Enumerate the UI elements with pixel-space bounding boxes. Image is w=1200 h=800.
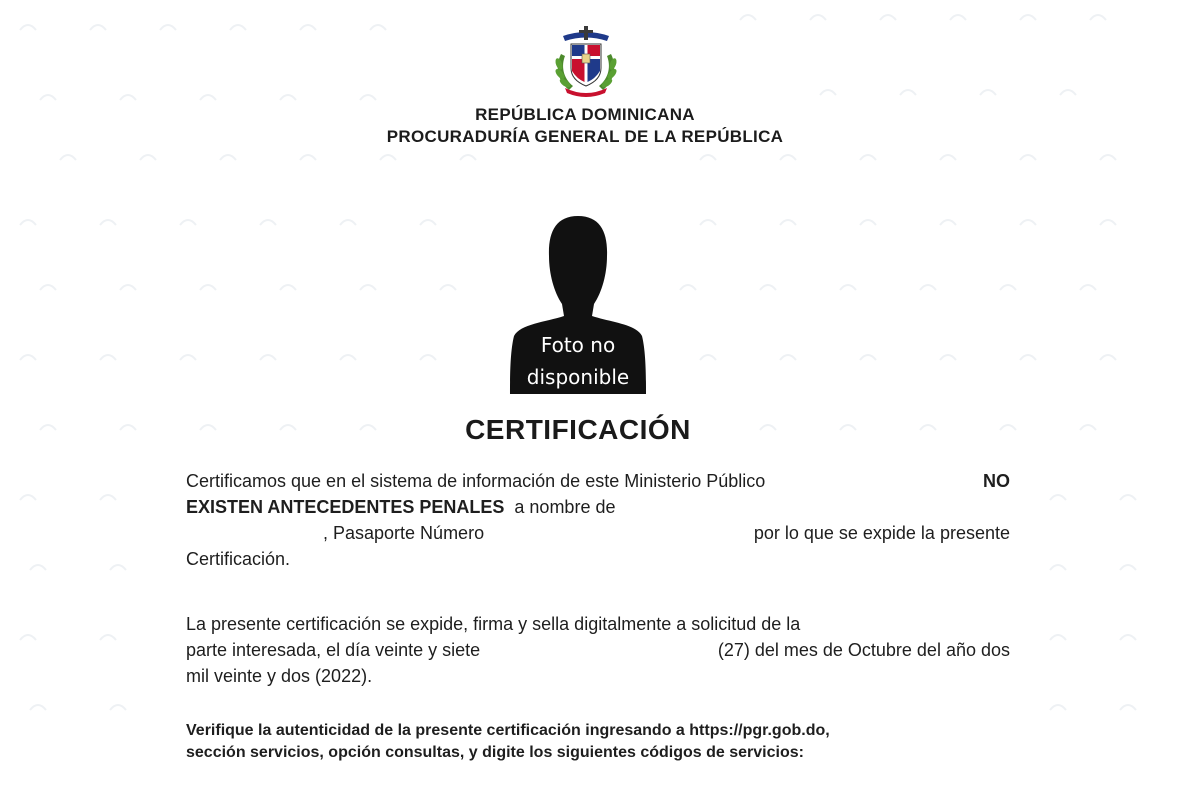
paragraph-text: Certificamos que en el sistema de información de este Ministerio Público	[186, 471, 766, 491]
photo-caption-line2: disponible	[526, 365, 630, 389]
header-institution: PROCURADURÍA GENERAL DE LA REPÚBLICA	[386, 127, 784, 146]
paragraph-line: La presente certificación se expide, firma y sella digitalmente a solicitud de la	[186, 614, 801, 634]
emphasis-text: NO	[983, 471, 1010, 491]
coat-of-arms-icon	[551, 24, 621, 98]
emphasis-text: EXISTEN ANTECEDENTES PENALES	[186, 497, 505, 517]
issuance-paragraph	[186, 611, 1010, 689]
verification-instructions	[186, 720, 1016, 764]
paragraph-line: Certificación.	[186, 549, 291, 569]
header-country: REPÚBLICA DOMINICANA	[475, 105, 695, 124]
document-title: CERTIFICACIÓN	[465, 414, 691, 445]
verification-line: sección servicios, opción consultas, y digite los siguientes códigos de servicios:	[186, 744, 804, 761]
photo-caption-line1: Foto no	[540, 333, 616, 357]
paragraph-line	[186, 494, 1010, 520]
paragraph-line: mil veinte y dos (2022).	[186, 666, 373, 686]
paragraph-text: , Pasaporte Número	[323, 523, 485, 543]
verification-line: Verifique la autenticidad de la presente certificación ingresando a https://pgr.gob.do,	[186, 722, 830, 739]
paragraph-line	[186, 520, 1010, 546]
paragraph-text: a nombre de	[514, 497, 616, 517]
paragraph-line: parte interesada, el día veinte y siete (27) del mes de Octubre del año dos	[186, 640, 1010, 660]
paragraph-line	[186, 468, 1010, 494]
certification-paragraph	[186, 468, 1010, 572]
paragraph-text: por lo que se expide la presente	[753, 523, 1010, 543]
